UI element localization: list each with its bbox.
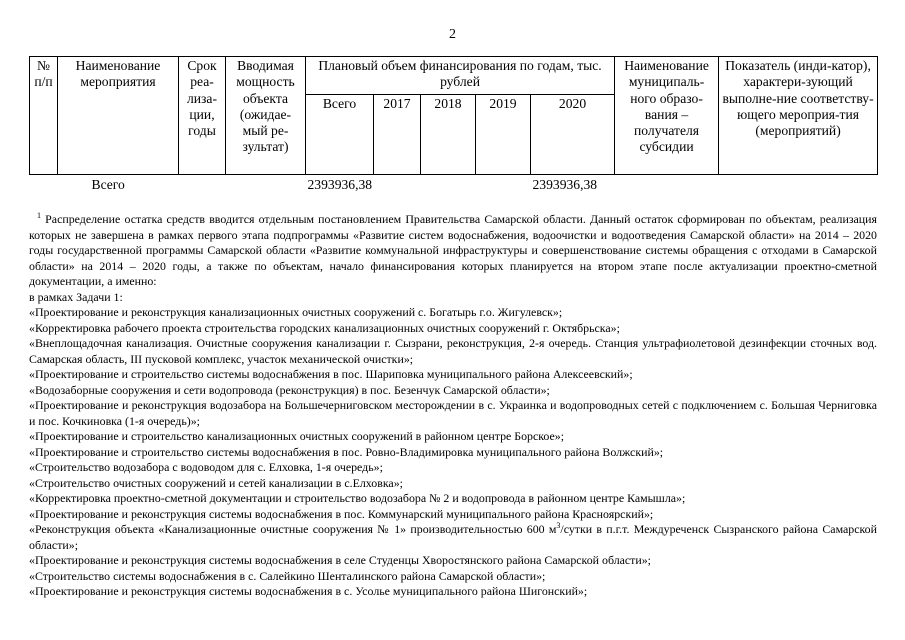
list-item: «Проектирование и реконструкция системы водоснабжения в пос. Коммунарский муниципального района Красноярский»;: [29, 506, 654, 521]
list-item: «Проектирование и строительство системы водоснабжения в пос. Ровно-Владимировка муниципального района Волжский»;: [29, 444, 664, 459]
header-term: Срок реа-лиза-ции, годы: [179, 57, 226, 175]
header-total: Всего: [306, 95, 374, 175]
list-item: «Проектирование и строительство системы водоснабжения в пос. Шариповка муниципального района Алексеевский»;: [29, 367, 633, 381]
header-num: № п/п: [30, 57, 58, 175]
header-indicator: Показатель (инди-катор), характери-зующий выполне-ние соответству-ющего мероприя-тия (мероприятий): [719, 57, 878, 175]
footnote-text: $^1$ Распределение остатка средств вводится отдельным постановлением Правительства Самарской области. Данный остаток сформирован по объектам, реализация которых не завершена в рамках первого этапа подпрограммы «Развитие систем водоснабжения, водоочистки и водоотведения Самарской области» на 2014 – 2020 годы государственной программы Самарской области «Развитие коммунальной инфраструктуры и совершенствование системы обращения с отходами в Самарской области» на 2014 – 2020 годы, а также по объектам, начало финансирования которых планируется на втором этапе после актуализации проектно-сметной документации, а именно:: [29, 211, 877, 288]
header-name: Наименование мероприятия: [58, 57, 179, 175]
list-item: «Строительство системы водоснабжения в с. Салейкино Шенталинского района Самарской области»;: [29, 568, 546, 583]
list-item: «Проектирование и реконструкция системы водоснабжения в с. Усолье муниципального района Шигонский»;: [29, 584, 588, 598]
list-item: «Проектирование и реконструкция водозабора на Большечерниговском месторождении в с. Украинка и водопроводных сетей с подключением с. Большая Черниговка и пос. Кочкиновка (1-я очередь)»;: [29, 398, 877, 428]
list-item: «Проектирование и реконструкция системы водоснабжения в селе Студенцы Хворостянского района Самарской области»;: [29, 553, 651, 567]
task-heading: в рамках Задачи 1:: [29, 289, 123, 304]
list-item: «Строительство очистных сооружений и сетей канализации в с.Елховка»;: [29, 475, 403, 490]
total-2020: 2393936,38: [532, 177, 598, 192]
list-item: «Внеплощадочная канализация. Очистные сооружения канализации г. Сызрани, реконструкция, 2-я очередь. Станция ультрафиолетовой дезинфекции сточных вод. Самарская область, III пусковой комплекс, участок механической очистки»;: [29, 336, 877, 366]
list-item: «Строительство водозабора с водоводом для с. Елховка, 1-я очередь»;: [29, 460, 383, 474]
header-2019: 2019: [476, 95, 531, 175]
object-list: [29, 305, 877, 600]
list-item: «Реконструкция объекта «Канализационные очистные сооружения № 1» производительностью 600 $м^3$/сутки в п.г.т. Междуреченск Сызранского района Самарской области»;: [29, 521, 877, 552]
list-item: «Проектирование и реконструкция канализационных очистных сооружений с. Богатырь г.о. Жигулевск»;: [29, 305, 563, 319]
header-2017: 2017: [374, 95, 421, 175]
total-sum: 2393936,38: [307, 177, 373, 192]
header-2018: 2018: [421, 95, 476, 175]
header-2020: 2020: [531, 95, 615, 175]
financing-table: [29, 56, 878, 193]
header-capacity: Вводимая мощность объекта (ожидае-мый ре-зультат): [226, 57, 306, 175]
list-item: «Корректировка рабочего проекта строительства городских канализационных очистных сооружений г. Октябрьска»;: [29, 320, 620, 335]
header-financing: Плановый объем финансирования по годам, тыс. рублей: [306, 57, 615, 95]
total-label: Всего: [91, 177, 125, 192]
list-item: «Проектирование и строительство канализационных очистных сооружений в районном центре Борское»;: [29, 429, 565, 443]
list-item: «Корректировка проектно-сметной документации и строительство водозабора № 2 и водопровода в районном центре Камышла»;: [29, 491, 686, 505]
table-row-total: [30, 175, 878, 194]
footnote: [29, 212, 877, 600]
footnote-marker: 1: [37, 211, 41, 221]
page-number: 2: [449, 27, 456, 42]
list-item: «Водозаборные сооружения и сети водопровода (реконструкция) в пос. Безенчук Самарской области»;: [29, 382, 550, 397]
header-municipality: Наименование муниципаль-ного образо-вания – получателя субсидии: [615, 57, 719, 175]
